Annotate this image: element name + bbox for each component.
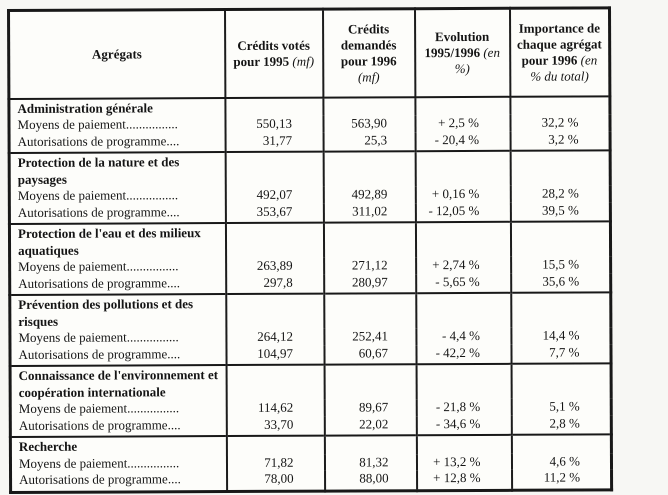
empty-cell — [510, 150, 610, 185]
section-title: Prévention des pollutions et des risques — [18, 296, 194, 329]
row-label: Moyens de paiement................ — [10, 400, 226, 417]
cell-evolution: - 5,65 % — [416, 273, 511, 293]
section-title-cell — [10, 294, 226, 330]
cell-importance: 11,2 % — [512, 469, 612, 489]
empty-cell — [225, 152, 323, 187]
cell-importance: 32,2 % — [510, 114, 610, 131]
section-title: Connaissance de l'environnement et coopération internationale — [18, 367, 219, 400]
empty-cell — [415, 96, 510, 115]
table-row-autorisations-de-programme — [10, 273, 611, 295]
empty-cell — [324, 435, 416, 454]
cell-importance: 14,4 % — [511, 327, 611, 344]
column-header-label: Evolution 1995/1996 — [424, 28, 490, 60]
cell-evolution: - 20,4 % — [415, 131, 510, 151]
section-title-row — [9, 221, 610, 259]
cell-evolution: - 21,8 % — [416, 399, 511, 416]
cell-evolution: + 2,5 % — [415, 115, 510, 132]
empty-cell — [323, 97, 415, 116]
column-header-agregats — [9, 10, 225, 99]
table-row-autorisations-de-programme — [9, 202, 610, 224]
empty-cell — [225, 223, 323, 258]
cell-credits-votes-1995: 33,70 — [226, 416, 324, 436]
cell-credits-demandes-1996: 563,90 — [323, 115, 415, 132]
table-row-autorisations-de-programme — [10, 415, 611, 437]
empty-cell — [416, 435, 511, 454]
empty-cell — [510, 221, 610, 256]
empty-cell — [510, 96, 610, 115]
table-row-autorisations-de-programme — [11, 469, 612, 492]
section-title: Administration générale — [17, 99, 153, 116]
section-title-cell — [10, 436, 226, 455]
cell-credits-demandes-1996: 280,97 — [324, 274, 416, 294]
cell-credits-votes-1995: 263,89 — [226, 258, 324, 275]
cell-credits-votes-1995: 71,82 — [226, 454, 324, 471]
section-protection-eau-milieux-aquatiques — [9, 221, 610, 295]
table-header — [9, 8, 610, 99]
cell-credits-demandes-1996: 89,67 — [324, 399, 416, 416]
empty-cell — [416, 364, 511, 399]
empty-cell — [323, 151, 415, 186]
section-title-row — [10, 363, 611, 401]
column-header-credits-demandes-1996 — [323, 9, 415, 97]
cell-credits-votes-1995: 264,12 — [226, 329, 324, 346]
cell-evolution: - 34,6 % — [416, 415, 511, 435]
cell-importance: 15,5 % — [511, 256, 611, 273]
empty-cell — [416, 293, 511, 328]
cell-importance: 4,6 % — [511, 453, 611, 470]
section-title-row — [9, 150, 610, 188]
cell-credits-demandes-1996: 252,41 — [324, 328, 416, 345]
row-label: Moyens de paiement................ — [9, 116, 225, 133]
empty-cell — [511, 292, 611, 327]
empty-cell — [511, 434, 611, 453]
row-label: Autorisations de programme.... — [10, 346, 226, 366]
section-title: Recherche — [18, 438, 78, 454]
cell-credits-demandes-1996: 22,02 — [324, 416, 416, 436]
cell-credits-votes-1995: 297,8 — [226, 274, 324, 294]
empty-cell — [226, 294, 324, 329]
cell-credits-demandes-1996: 60,67 — [324, 345, 416, 365]
column-header-unit-note: (mf) — [292, 53, 315, 69]
section-protection-nature-paysages — [9, 150, 610, 224]
column-header-importance — [510, 8, 610, 96]
cell-evolution: + 13,2 % — [416, 453, 511, 470]
cell-credits-demandes-1996: 311,02 — [323, 203, 415, 223]
cell-credits-votes-1995: 353,67 — [225, 203, 323, 223]
cell-importance: 7,7 % — [511, 344, 611, 364]
cell-credits-demandes-1996: 88,00 — [325, 470, 417, 490]
row-label: Autorisations de programme.... — [9, 133, 225, 153]
cell-credits-demandes-1996: 81,32 — [324, 454, 416, 471]
empty-cell — [323, 222, 415, 257]
cell-evolution: - 4,4 % — [416, 328, 511, 345]
cell-importance: 35,6 % — [511, 273, 611, 293]
cell-credits-votes-1995: 104,97 — [226, 345, 324, 365]
section-administration-generale — [9, 96, 610, 153]
row-label: Moyens de paiement................ — [10, 329, 226, 346]
row-label: Autorisations de programme.... — [10, 275, 226, 295]
row-label: Autorisations de programme.... — [9, 204, 225, 224]
row-label: Autorisations de programme.... — [10, 417, 226, 437]
cell-credits-votes-1995: 114,62 — [226, 400, 324, 417]
section-prevention-pollutions-risques — [10, 292, 611, 366]
row-label: Autorisations de programme.... — [11, 471, 227, 492]
empty-cell — [226, 365, 324, 400]
column-header-credits-votes-1995 — [225, 9, 323, 97]
section-title-cell — [9, 152, 225, 188]
scanned-page — [7, 6, 613, 493]
budget-aggregates-table — [7, 6, 613, 493]
section-title: Protection de la nature et des paysages — [17, 154, 180, 187]
cell-evolution: + 0,16 % — [415, 186, 510, 203]
section-title-row — [10, 292, 611, 330]
section-title: Protection de l'eau et des milieux aquatiques — [17, 225, 201, 258]
row-label: Moyens de paiement................ — [10, 455, 226, 472]
cell-evolution: - 12,05 % — [415, 202, 510, 222]
cell-evolution: - 42,2 % — [416, 344, 511, 364]
cell-credits-demandes-1996: 271,12 — [324, 257, 416, 274]
empty-cell — [225, 97, 323, 116]
cell-evolution: + 2,74 % — [416, 257, 511, 274]
section-title-cell — [10, 365, 226, 401]
empty-cell — [324, 293, 416, 328]
cell-credits-votes-1995: 31,77 — [225, 132, 323, 152]
section-connaissance-environnement-cooperation — [10, 363, 611, 437]
empty-cell — [415, 222, 510, 257]
empty-cell — [324, 364, 416, 399]
section-recherche — [10, 434, 611, 492]
cell-credits-votes-1995: 492,07 — [225, 187, 323, 204]
column-header-unit-note: (en %) — [454, 44, 500, 76]
cell-credits-demandes-1996: 25,3 — [323, 132, 415, 152]
cell-credits-demandes-1996: 492,89 — [323, 186, 415, 203]
empty-cell — [226, 436, 324, 455]
column-header-label: Crédits demandés pour 1996 — [340, 21, 397, 69]
cell-importance: 39,5 % — [510, 202, 610, 222]
row-label: Moyens de paiement................ — [9, 187, 225, 204]
column-header-unit-note: (en % du total) — [530, 52, 598, 84]
cell-importance: 28,2 % — [510, 185, 610, 202]
empty-cell — [511, 363, 611, 398]
section-title-cell — [9, 98, 225, 117]
section-title-cell — [9, 223, 225, 259]
column-header-unit-note: (mf) — [357, 69, 380, 85]
cell-importance: 5,1 % — [511, 398, 611, 415]
column-header-label: Importance de chaque agrégat pour 1996 — [516, 20, 602, 68]
cell-importance: 3,2 % — [510, 131, 610, 151]
cell-credits-votes-1995: 550,13 — [225, 116, 323, 133]
row-label: Moyens de paiement................ — [10, 258, 226, 275]
cell-evolution: + 12,8 % — [417, 470, 512, 490]
table-row-autorisations-de-programme — [10, 344, 611, 366]
column-header-label: Crédits votés pour 1995 — [233, 37, 310, 69]
cell-credits-votes-1995: 78,00 — [227, 471, 325, 491]
table-row-autorisations-de-programme — [9, 131, 610, 153]
empty-cell — [415, 151, 510, 186]
column-header-evolution — [415, 8, 510, 96]
cell-importance: 2,8 % — [511, 415, 611, 435]
column-header-label: Agrégats — [91, 46, 142, 62]
